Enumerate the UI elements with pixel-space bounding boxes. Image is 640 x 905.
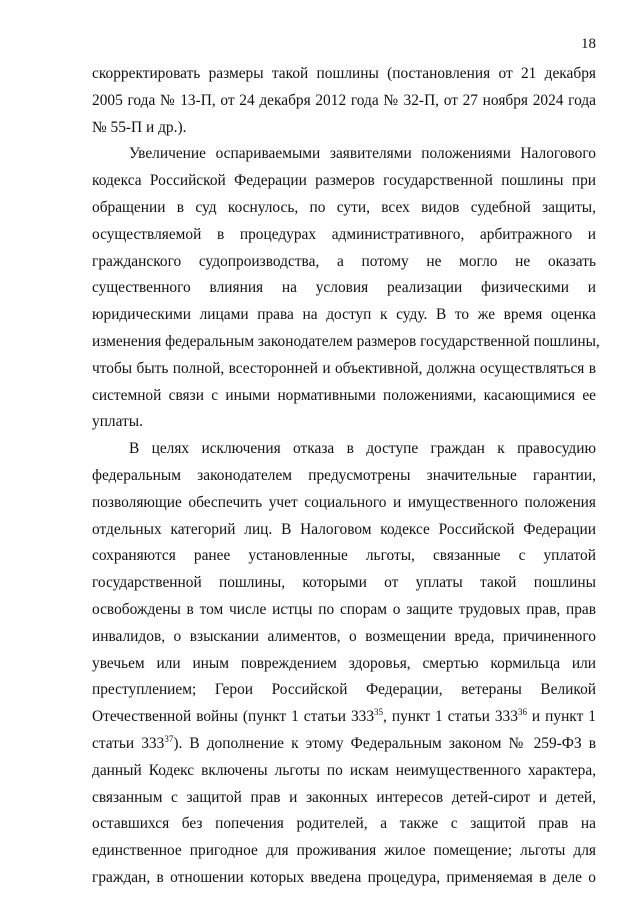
text-line: уплаты. [92,413,143,431]
text-fragment: Отечественной войны (пункт 1 статьи 333 [92,708,375,726]
text-line: чтобы быть полной, всесторонней и объективной, должна осуществляться в [92,359,596,377]
text-line: единственное пригодное для проживания жилое помещение; льготы для [92,842,596,860]
footnote-ref: 37 [164,733,174,744]
text-line-with-footnotes [92,704,596,731]
paragraph-2 [92,141,600,436]
text-line: оставшихся без попечения родителей, а также с защитой прав на [92,815,596,833]
text-line: государственной пошлины, которыми от уплаты такой пошлины [92,574,596,592]
text-line: юридическими лицами права на доступ к суду. В то же время оценка [92,306,596,324]
footnote-ref: 35 [374,707,384,718]
paragraph-3 [92,436,596,892]
page-number: 18 [581,36,596,52]
text-line: существенного влияния на условия реализации физическими и [92,279,596,297]
text-line: В целях исключения отказа в доступе граждан к правосудию [129,440,596,458]
text-fragment: статьи 333 [92,734,165,752]
text-line: федеральным законодателем предусмотрены значительные гарантии, [92,466,596,484]
text-line: кодекса Российской Федерации размеров государственной пошлины при [92,172,596,190]
text-line: гражданского судопроизводства, а потому не могло не оказать [92,252,596,270]
text-fragment: и пункт 1 [526,708,596,726]
text-line: скорректировать размеры такой пошлины (постановления от 21 декабря [92,65,596,82]
text-line: инвалидов, о взыскании алиментов, о возмещении вреда, причиненного [92,627,596,645]
text-line: изменения федеральным законодателем размеров государственной пошлины, [92,332,600,350]
text-line: данный Кодекс включены льготы по искам неимущественного характера, [92,761,596,779]
text-line: преступлением; Герои Российской Федерации, ветераны Великой [92,681,596,699]
text-fragment: , пункт 1 статьи 333 [383,708,518,726]
text-line: увечьем или иным повреждением здоровья, смертью кормильца или [92,654,596,672]
text-line: сохраняются ранее установленные льготы, связанные с уплатой [92,547,596,565]
footnote-ref: 36 [517,707,527,718]
text-line: № 55-П и др.). [92,118,187,136]
text-line: осуществляемой в процедурах административного, арбитражного и [92,225,596,243]
body-text [92,61,600,892]
text-line: отдельных категорий лиц. В Налоговом кодексе Российской Федерации [92,520,596,538]
text-line: освобождены в том числе истцы по спорам о защите трудовых прав, прав [92,600,596,618]
text-line: 2005 года № 13-П, от 24 декабря 2012 года № 32-П, от 27 ноября 2024 года [92,91,596,109]
text-line: Увеличение оспариваемыми заявителями положениями Налогового [129,145,596,163]
text-line: позволяющие обеспечить учет социального и имущественного положения [92,493,596,511]
text-line: обращении в суд коснулось, по сути, всех видов судебной защиты, [92,198,596,216]
paragraph-1 [92,61,596,141]
text-fragment: ). В дополнение к этому Федеральным законом № 259-ФЗ в [173,734,596,752]
text-line: связанным с защитой прав и законных интересов детей-сирот и детей, [92,788,596,806]
text-line: системной связи с иными нормативными положениями, касающимися ее [92,386,596,404]
text-line: граждан, в отношении которых введена процедура, применяемая в деле о [92,868,596,886]
text-line-with-footnotes [92,731,596,758]
